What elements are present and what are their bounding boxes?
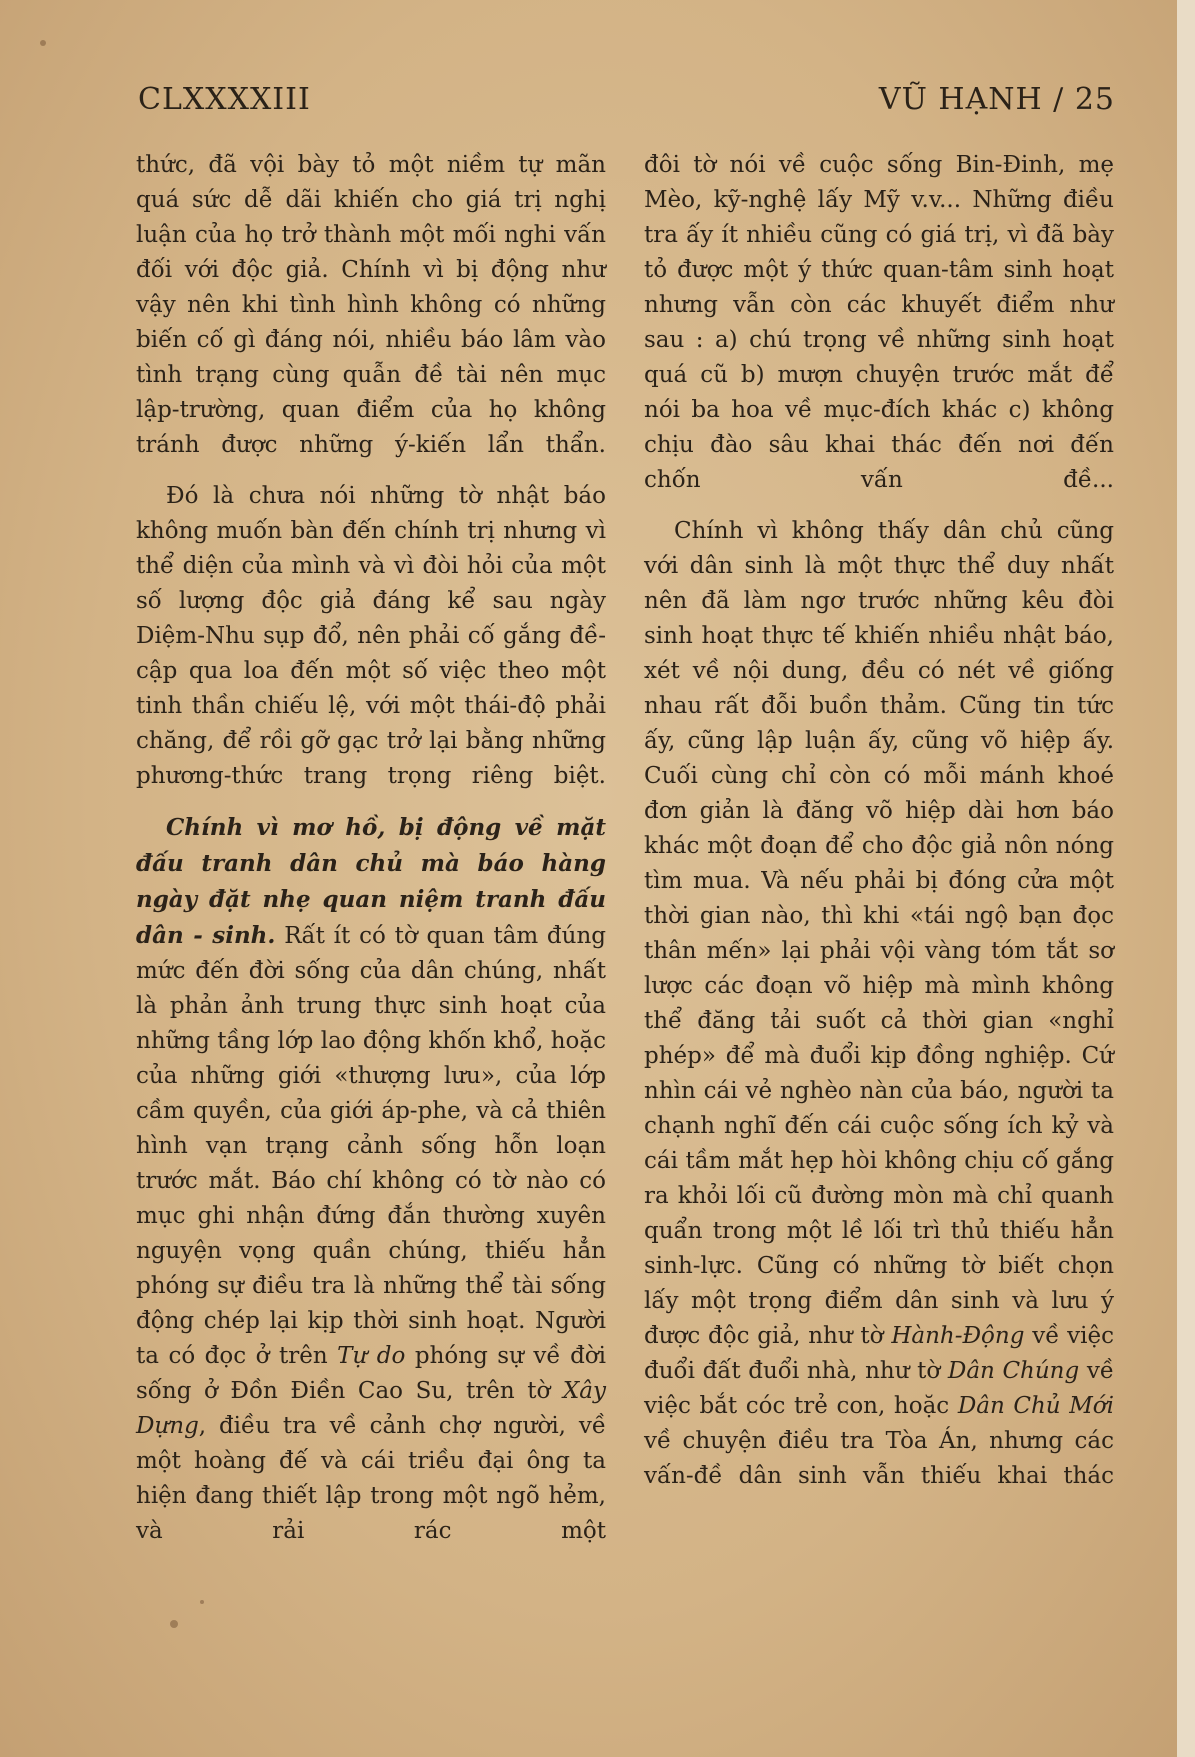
- ink-spot: [170, 1620, 178, 1628]
- italic-lead: Chính vì mơ hồ, bị động về mặt đấu tranh dân chủ mà báo hàng ngày đặt nhẹ quan niệm tranh đấu dân - sinh.: [136, 814, 606, 949]
- left-column: [136, 148, 606, 1549]
- paragraph: [644, 514, 1114, 1494]
- publication-title: Xây Dựng: [136, 1378, 606, 1439]
- text-run: về chuyện điều tra Tòa Án, nhưng các vấn-đề dân sinh vẫn thiếu khai thác: [644, 1428, 1114, 1489]
- publication-title: Dân Chủ Mới: [957, 1393, 1114, 1419]
- publication-title: Tự do: [337, 1343, 406, 1369]
- text-run: Rất ít có tờ quan tâm đúng mức đến đời sống của dân chúng, nhất là phản ảnh trung thực sinh hoạt của những tầng lớp lao động khốn khổ, hoặc của những giới «thượng lưu», của lớp cầm quyền, của giới áp-phe, và cả thiên hình vạn trạng cảnh sống hỗn loạn trước mắt. Báo chí không có tờ nào có mục ghi nhận đứng đắn thường xuyên nguyện vọng quần chúng, thiếu hẳn phóng sự điều tra là những thể tài sống động chép lại kịp thời sinh hoạt. Người ta có đọc ở trên: [136, 923, 607, 1369]
- running-header-left: CLXXXXIII: [138, 82, 311, 117]
- paragraph: đôi tờ nói về cuộc sống Bin-Đinh, mẹ Mèo, kỹ-nghệ lấy Mỹ v.v... Những điều tra ấy ít nhiều cũng có giá trị, vì đã bày tỏ được một ý thức quan-tâm sinh hoạt nhưng vẫn còn các khuyết điểm như sau : a) chú trọng về những sinh hoạt quá cũ b) mượn chuyện trước mắt để nói ba hoa về mục-đích khác c) không chịu đào sâu khai thác đến nơi đến chốn vấn đề...: [644, 152, 1114, 493]
- page-edge: [1177, 0, 1195, 1757]
- right-column: [644, 148, 1114, 1494]
- publication-title: Dân Chúng: [947, 1358, 1080, 1384]
- ink-spot: [40, 40, 46, 46]
- paragraph: Đó là chưa nói những tờ nhật báo không muốn bàn đến chính trị nhưng vì thể diện của mình và vì đòi hỏi của một số lượng độc giả đáng kể sau ngày Diệm-Nhu sụp đổ, nên phải cố gắng đề-cập qua loa đến một số việc theo một tinh thần chiếu lệ, với một thái-độ phải chăng, để rồi gỡ gạc trở lại bằng những phương-thức trang trọng riêng biệt.: [136, 483, 606, 789]
- ink-spot: [200, 1600, 204, 1604]
- text-run: phóng sự về đời sống ở Đồn Điền Cao Su, trên tờ: [136, 1343, 606, 1404]
- paragraph: [136, 810, 606, 1549]
- text-run: về việc đuổi đất đuổi nhà, như tờ: [644, 1323, 1115, 1384]
- paragraph: thức, đã vội bày tỏ một niềm tự mãn quá sức dễ dãi khiến cho giá trị nghị luận của họ trở thành một mối nghi vấn đối với độc giả. Chính vì bị động như vậy nên khi tình hình không có những biến cố gì đáng nói, nhiều báo lâm vào tình trạng cùng quẫn đề tài nên mục lập-trường, quan điểm của họ không tránh được những ý-kiến lẩn thẩn.: [136, 152, 606, 458]
- text-run: về việc bắt cóc trẻ con, hoặc: [644, 1358, 1114, 1419]
- running-header-right: VŨ HẠNH / 25: [878, 82, 1115, 117]
- text-run: Chính vì không thấy dân chủ cũng với dân sinh là một thực thể duy nhất nên đã làm ngơ trước những kêu đòi sinh hoạt thực tế khiến nhiều nhật báo, xét về nội dung, đều có nét về giống nhau rất đỗi buồn thảm. Cũng tin tức ấy, cũng lập luận ấy, cũng võ hiệp ấy. Cuối cùng chỉ còn có mỗi mánh khoé đơn giản là đăng võ hiệp dài hơn báo khác một đoạn để cho độc giả nôn nóng tìm mua. Và nếu phải bị đóng cửa một thời gian nào, thì khi «tái ngộ bạn đọc thân mến» lại phải vội vàng tóm tắt sơ lược các đoạn võ hiệp mà mình không thể đăng tải suốt cả thời gian «nghỉ phép» để mà đuổi kịp đồng nghiệp. Cứ nhìn cái vẻ nghèo nàn của báo, người ta chạnh nghĩ đến cái cuộc sống ích kỷ và cái tầm mắt hẹp hòi không chịu cố gắng ra khỏi lối cũ đường mòn mà chỉ quanh quẩn trong một lề lối trì thủ thiếu hẳn sinh-lực. Cũng có những tờ biết chọn lấy một trọng điểm dân sinh và lưu ý được độc giả, như tờ: [644, 518, 1114, 1349]
- text-run: , điều tra về cảnh chợ người, về một hoàng đế và cái triều đại ông ta hiện đang thiết lập trong một ngõ hẻm, và rải rác một: [136, 1413, 606, 1544]
- publication-title: Hành-Động: [891, 1323, 1025, 1349]
